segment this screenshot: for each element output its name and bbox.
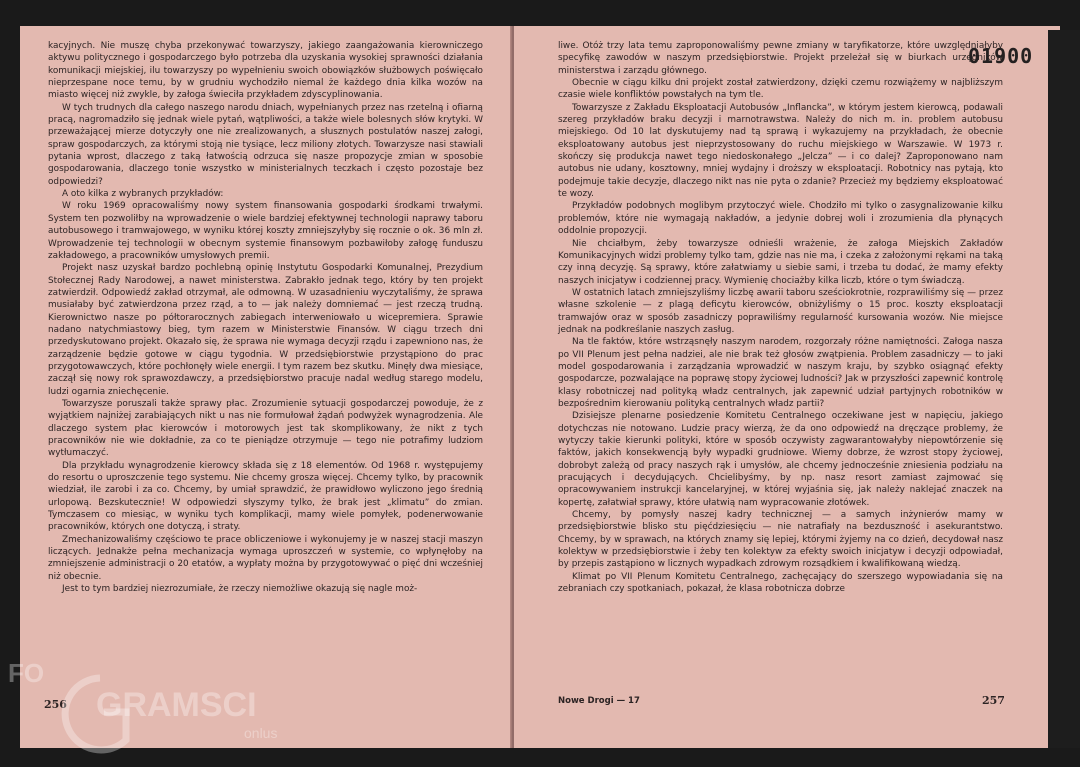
paragraph: W tych trudnych dla całego naszego narodu dniach, wypełnianych przez nas rzetelną i ofiarną pracą, nagromadziło się jednak wiele pytań, wątpliwości, a także wiele bolesnych słów krytyki. W przeważającej mierze dotyczyły one nie zrealizowanych, a słusznych postulatów naszej załogi, spraw gospodarczych, za którymi stoją nie tysiące, lecz miliony złotych. Towarzysze nasi stawiali pytania wprost, dlaczego z taką łatwością odrzuca się nasze propozycje zmian w sposobie gospodarowania, dlaczego tonie wszystko w ministerialnych teczkach i często pozostaje bez odpowiedzi? [48, 102, 483, 187]
paragraph: W ostatnich latach zmniejszyliśmy liczbę awarii taboru sześciokrotnie, rozprawiliśmy się — przez własne szkolenie — z plagą deficytu kierowców, obniżyliśmy o 15 proc. koszty eksploatacji tramwajów oraz w sposób zasadniczy poprawiliśmy regularność kursowania wozów. Nie miejsce jednak na podkreślanie naszych zasług. [558, 287, 1003, 335]
paragraph: kacyjnych. Nie muszę chyba przekonywać towarzyszy, jakiego zaangażowania kierowniczego aktywu politycznego i gospodarczego było potrzeba dla uzyskania wysokiej sprawności działania komunikacji miejskiej, ilu towarzyszy po wypełnieniu swoich obowiązków służbowych poświęcało nieprzespane noce temu, by w grudniu wychodziło niemal że każdego dnia kilka wozów na miasto więcej niż zwykle, by załoga świeciła przykładem zdyscyplinowania. [48, 41, 483, 101]
paragraph: Jest to tym bardziej niezrozumiałe, że rzeczy niemożliwe okazują się nagle moż- [62, 584, 418, 595]
paragraph: Dla przykładu wynagrodzenie kierowcy składa się z 18 elementów. Od 1968 r. występujemy do resortu o uproszczenie tego systemu. Nie chcemy grosza więcej. Chcemy tylko, by pracownik wiedział, ile zarobi i za co. Chcemy, by umiał sprawdzić, że prawidłowo wyliczono jego średnią urlopową. Bezskutecznie! W odpowiedzi słyszymy tylko, że brak jest „klimatu” do zmian. Tymczasem co miesiąc, w wyniku tych komplikacji, mamy wiele pomyłek, podenerwowanie pracowników, których one dotyczą, i straty. [48, 460, 483, 533]
paragraph: Dzisiejsze plenarne posiedzenie Komitetu Centralnego oczekiwane jest w napięciu, jakiego dotychczas nie notowano. Ludzie pracy wierzą, że da ono odpowiedź na dręczące problemy, że wytyczy takie kierunki polityki, które w sposób oczywisty zagwarantowałyby niepowtórzenie się faktów, jakich konsekwencją były wypadki grudniowe. Wiemy dobrze, że wzrost stopy życiowej, dobrobyt zależą od pracy naszych rąk i umysłów, ale chcemy jednocześnie zniesienia podziału na pracujących i decydujących. Chcielibyśmy, by np. nasz resort zamiast zajmować się opracowywaniem instrukcji kancelaryjnej, w której wyjaśnia się, jak należy naklejać znaczek na kopertę, załatwiał sprawy, które ułatwią nam wypracowanie złotówek. [558, 411, 1003, 508]
page-number-right: 257 [982, 694, 1005, 707]
paragraph: Towarzysze poruszali także sprawy płac. Zrozumienie sytuacji gospodarczej powoduje, że z wyjątkiem najniżej zarabiających nikt u nas nie formułował żądań podwyżek wynagrodzenia. Ale dlaczego system płac kierowców i motorowych jest tak skomplikowany, że nikt z tych pracowników nie wie dokładnie, za co te pieniądze otrzymuje — tego nie potrafimy ludziom wytłumaczyć. [48, 398, 483, 459]
paragraph: A oto kilka z wybranych przykładów: [62, 189, 224, 200]
watermark-suffix: onlus [244, 725, 278, 741]
paragraph: Zmechanizowaliśmy częściowo te prace obliczeniowe i wykonujemy je w naszej stacji maszyn liczących. Jednakże pełna mechanizacja wymaga uproszczeń w systemie, co wpłynęłoby na zmniejszenie administracji o 20 etatów, a wypłaty można by przygotowywać o pięć dni wcześniej niż obecnie. [48, 534, 483, 582]
paragraph: Obecnie w ciągu kilku dni projekt został zatwierdzony, dzięki czemu rozwiążemy w najbliższym czasie wiele konfliktów powstałych na tym tle. [558, 78, 1003, 101]
watermark-prefix: FO [8, 658, 45, 688]
paragraph: W roku 1969 opracowaliśmy nowy system finansowania gospodarki środkami trwałymi. System ten pozwoliłby na wprowadzenie o wiele bardziej efektywnej technologii naprawy taboru autobusowego i tramwajowego, w wyniku której koszty zmniejszyłyby się rocznie o ok. 36 mln zł. Wprowadzenie tej technologii w obecnym systemie finansowym pozbawiłoby załogę funduszu zakładowego, a pracowników umysłowych premii. [48, 201, 483, 261]
right-page-text [558, 40, 1003, 595]
watermark-text: GRAMSCI [96, 686, 257, 724]
paragraph: Nie chciałbym, żeby towarzysze odnieśli wrażenie, że załoga Miejskich Zakładów Komunikacyjnych widzi problemy tylko tam, gdzie nas nie ma, i czeka z założonymi rękami na taką czy inną decyzję. Są sprawy, które załatwiamy u siebie sami, i trzeba tu dodać, że mamy efekty naszych inicjatyw i codziennej pracy. Wymienię chociażby kilka liczb, które o tym świadczą. [558, 238, 1003, 286]
archive-stamp-number: 01900 [968, 44, 1034, 68]
left-page [20, 26, 512, 748]
paragraph: Chcemy, by pomysły naszej kadry technicznej — a samych inżynierów mamy w przedsiębiorstwie blisko stu pięćdziesięciu — nie natrafiały na bezduszność i asekurantstwo. Chcemy, by w sprawach, na których znamy się lepiej, którymi żyjemy na co dzień, decydował nasz kolektyw w przedsiębiorstwie i żeby ten kolektyw za efekty swoich inicjatyw i decyzji odpowiadał, by przepis zastąpiono w licznych wypadkach zdrowym rozsądkiem i kwalifikowaną wiedzą. [558, 510, 1003, 570]
paragraph: Towarzysze z Zakładu Eksploatacji Autobusów „Inflancka”, w którym jestem kierowcą, podawali szereg przykładów braku decyzji i marnotrawstwa. Należy do nich m. in. problem autobusu miejskiego. Od 10 lat dyskutujemy nad tą sprawą i wykazujemy na przykładach, że obecnie eksploatowany autobus jest nieprzystosowany do ruchu miejskiego w Warszawie. W 1973 r. skończy się produkcja nawet tego niedoskonałego „Jelcza” — i co dalej? Zaproponowano nam autobus nie udany, kosztowny, mniej wydajny i droższy w eksploatacji. Robotnicy nas pytają, kto podejmuje takie decyzje, dlaczego nikt nas nie pyta o zdanie? Przecież my będziemy eksploatować te wozy. [558, 102, 1003, 200]
gramsci-watermark-logo [8, 648, 308, 758]
left-page-text [48, 40, 483, 595]
paragraph: Przykładów podobnych moglibym przytoczyć wiele. Chodziło mi tylko o zasygnalizowanie kilku problemów, które nie wymagają nakładów, a jedynie dobrej woli i zrozumienia dla płynących oddolnie propozycji. [558, 201, 1003, 237]
right-page [514, 26, 1060, 748]
paragraph: Klimat po VII Plenum Komitetu Centralnego, zachęcający do szerszego wypowiadania się na zebraniach czy spotkaniach, pokazał, że klasa robotnicza dobrze [558, 571, 1003, 595]
paragraph: Na tle faktów, które wstrząsnęły naszym narodem, rozgorzały różne namiętności. Załoga nasza po VII Plenum jest pełna nadziei, ale nie brak też głosów zwątpienia. Problem zasadniczy — to jaki model gospodarowania i zarządzania wprowadzić w naszym kraju, by szybko osiągnąć efekty gospodarcze, pozwalające na poprawę stopy życiowej ludności? Jak w przyszłości zapewnić kontrolę klasy robotniczej nad polityką władz centralnych, jak zapewnić udział partyjnych robotników w bezpośrednim kierowaniu polityką centralnych władz partii? [558, 337, 1003, 409]
paragraph: Projekt nasz uzyskał bardzo pochlebną opinię Instytutu Gospodarki Komunalnej, Prezydium Stołecznej Rady Narodowej, a nawet ministerstwa. Zabrakło jednak tego, który by ten projekt zatwierdził. Odpowiedź zakład otrzymał, ale odmowną. W uzasadnieniu wyczytaliśmy, że sprawa musiałaby być zatwierdzona przez rząd, a to — jak należy domniemać — jest rzeczą trudną. Kierownictwo nasze po półtorarocznych zabiegach interweniowało u wicepremiera. Sprawie nadano natychmiastowy bieg, tym razem w Ministerstwie Finansów. W ciągu trzech dni przedyskutowano projekt. Okazało się, że sprawa nie wymaga decyzji rządu i zapewniono nas, że zarządzenie będzie gotowe w ciągu tygodnia. W przedsiębiorstwie przystąpiono do prac przygotowawczych, które pochłonęły wiele energii. I tym razem bez skutku. Minęły dwa miesiące, zaczął się nowy rok sprawozdawczy, a przedsiębiorstwo pracuje nadal według starego modelu, ludzi ogarnia zniechęcenie. [48, 263, 483, 397]
running-footer: Nowe Drogi — 17 [558, 696, 640, 706]
background-edge [1048, 30, 1080, 748]
page-number-left: 256 [44, 698, 67, 711]
paragraph: liwe. Otóż trzy lata temu zaproponowaliśmy pewne zmiany w taryfikatorze, które uwzględniałyby specyfikę zawodów w naszym przedsiębiorstwie. Projekt przeleżał się w biurkach urzędników ministerstwa i zarządu głównego. [558, 41, 1003, 76]
